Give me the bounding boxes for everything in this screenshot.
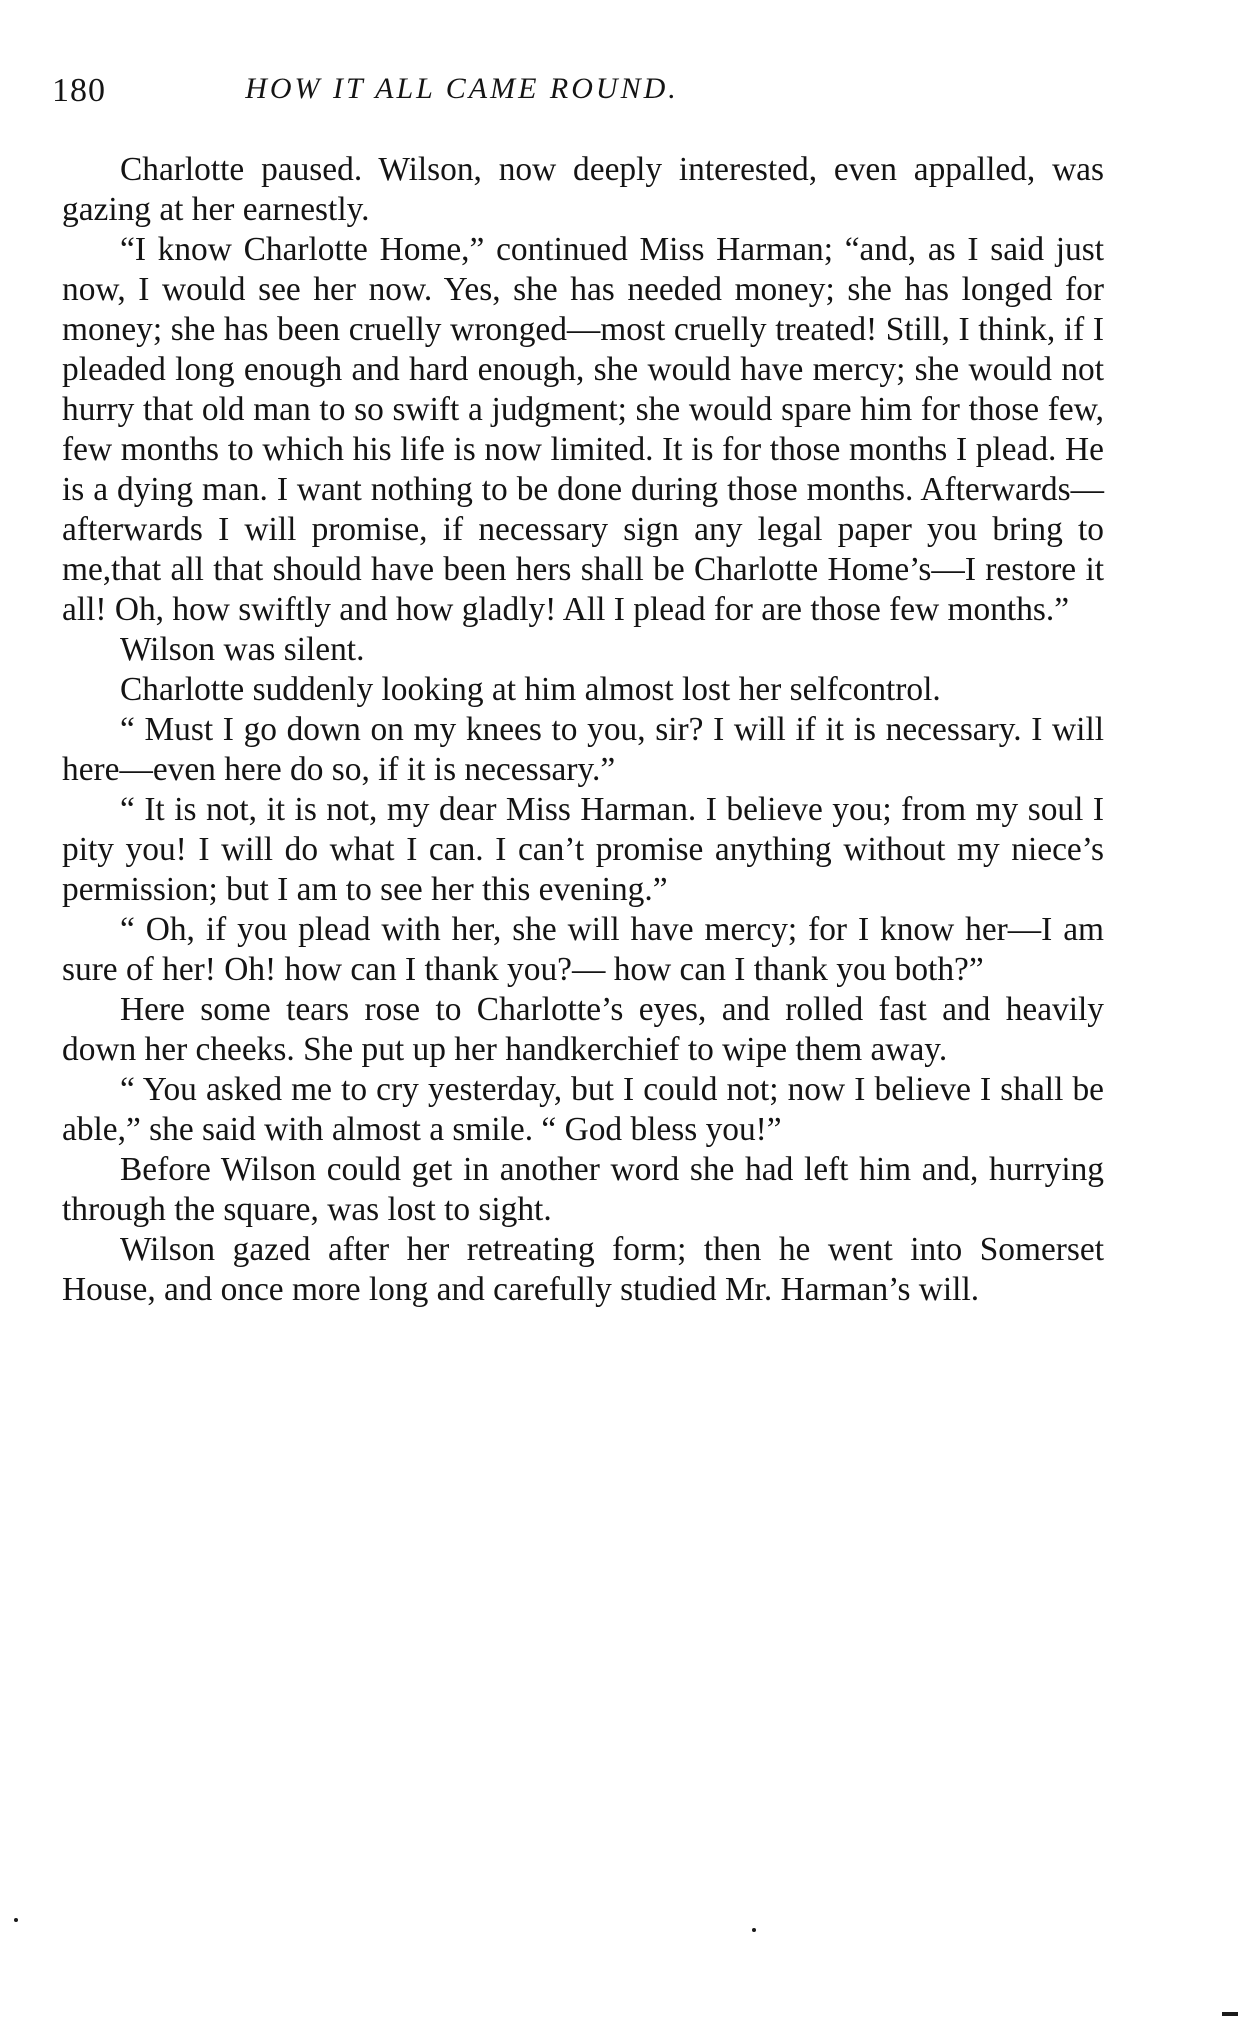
paragraph: “I know Charlotte Home,” continued Miss Harman; “and, as I said just now, I would see her now. Yes, she has needed money; she has longed for money; she has been cruelly wronged—most cruelly treated! Still, I think, if I pleaded long enough and hard enough, she would have mercy; she would not hurry that old man to so swift a judgment; she would spare him for those few, few months to which his life is now limited. It is for those months I plead. He is a dying man. I want nothing to be done during those months. Afterwards—afterwards I will promise, if necessary sign any legal paper you bring to me,that all that should have been hers shall be Charlotte Home’s—I restore it all! Oh, how swiftly and how gladly! All I plead for are those few months.”: [62, 231, 1104, 628]
paragraph: “ Oh, if you plead with her, she will have mercy; for I know her—I am sure of her! Oh! how can I thank you?— how can I thank you both?”: [62, 911, 1104, 988]
page-number: 180: [52, 72, 106, 109]
page-header: [52, 72, 872, 122]
paragraph: “ You asked me to cry yesterday, but I could not; now I believe I shall be able,” she said with almost a smile. “ God bless you!”: [62, 1071, 1104, 1148]
paragraph: “ Must I go down on my knees to you, sir? I will if it is necessary. I will here—even here do so, if it is necessary.”: [62, 711, 1104, 788]
body-text: [62, 150, 1104, 1310]
paragraph: Here some tears rose to Charlotte’s eyes, and rolled fast and heavily down her cheeks. She put up her handkerchief to wipe them away.: [62, 991, 1104, 1068]
running-head: HOW IT ALL CAME ROUND.: [245, 72, 679, 105]
scan-speck: [1222, 2012, 1238, 2016]
scan-speck: [14, 1918, 18, 1922]
paragraph: Wilson gazed after her retreating form; then he went into Somerset House, and once more long and carefully studied Mr. Harman’s will.: [62, 1231, 1104, 1308]
paragraph: “ It is not, it is not, my dear Miss Harman. I believe you; from my soul I pity you! I will do what I can. I can’t promise anything without my niece’s permission; but I am to see her this evening.”: [62, 791, 1104, 908]
paragraph: Before Wilson could get in another word she had left him and, hurrying through the square, was lost to sight.: [62, 1151, 1104, 1228]
paragraph: Wilson was silent.: [120, 631, 365, 668]
scan-speck: [752, 1928, 756, 1932]
paragraph: Charlotte suddenly looking at him almost lost her selfcontrol.: [120, 671, 941, 708]
paragraph: Charlotte paused. Wilson, now deeply interested, even appalled, was gazing at her earnestly.: [62, 151, 1104, 228]
